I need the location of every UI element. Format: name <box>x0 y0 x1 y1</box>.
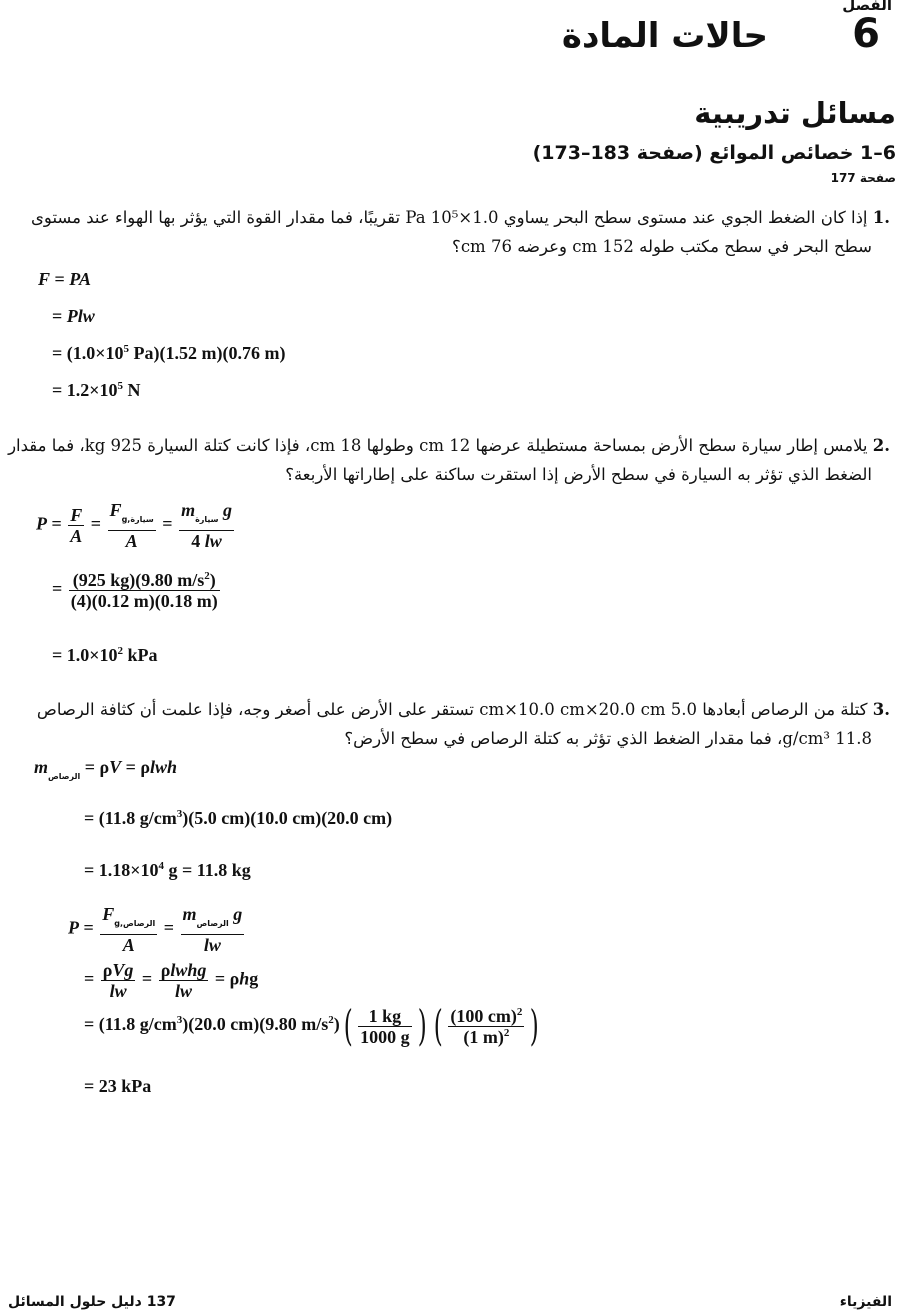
fraction: $\frac{(100 cm)^2}{(1 m)^2}$ <box>450 1005 523 1047</box>
equation: = $\frac{(925 kg)(9.80 m/s^2)}{(4)(0.12 m)(0.18 m)}$ <box>52 570 218 611</box>
problem-text-line2: سطح البحر في سطح مكتب طوله 152 cm وعرضه 76 cm؟ <box>452 237 872 256</box>
problem-1 <box>0 203 890 261</box>
fraction: $\frac{(925 kg)(9.80 m/s^2)}{(4)(0.12 m)(0.18 m)}$ <box>70 570 218 611</box>
equation: = $1.0\times 10^2$ kPa <box>52 645 158 665</box>
equation: = 23 kPa <box>84 1076 152 1096</box>
chapter-title: حالات المادة <box>561 16 768 56</box>
page-reference: صفحة 177 <box>830 171 896 185</box>
section-title: مسائل تدريبية <box>694 96 896 130</box>
problem-3 <box>0 695 890 753</box>
problem-number: .2 <box>872 436 890 455</box>
chapter-number: 6 <box>852 11 880 57</box>
problem-text-line1: كتلة من الرصاص أبعادها 5.0 cm×10.0 cm×20.0 cm تستقر على الأرض على أصغر وجه، فإذا علمت أن كثافة الرصاص <box>36 700 868 719</box>
problem-text-line1: يلامس إطار سيارة سطح الأرض بمساحة مستطيلة عرضها 12 cm وطولها 18 cm، فإذا كانت كتلة السيارة 925 kg، فما مقدار <box>8 436 868 455</box>
problem-text-line2: الضغط الذي تؤثر به السيارة في سطح الأرض إذا استقرت ساكنة على إطاراتها الأربعة؟ <box>285 465 872 484</box>
problem-text-line2: 11.8 g/cm³، فما مقدار الضغط الذي تؤثر به كتلة الرصاص في سطح الأرض؟ <box>344 729 872 748</box>
problem-number: .3 <box>872 700 890 719</box>
problem-text-line1: إذا كان الضغط الجوي عند مستوى سطح البحر يساوي 1.0×10⁵ Pa تقريبًا، فما مقدار القوة التي يؤثر بها الهواء عند مستوى <box>31 208 868 227</box>
subsection-title: 6–1 خصائص الموائع (صفحة 183–173) <box>532 142 896 164</box>
equation: P = $\frac{F}{A}$ = $\frac{F_{g,سيارة}}{A}$ = $\frac{m_{سيارة} g}{4 lw}$ <box>36 500 233 551</box>
equation: = (11.8 $g/cm^3)(20.0$ cm)(9.80 $m/s^2$)( $\frac{1 kg}{1000 g}$ ) ( $\frac{(100 cm)^2}{(1 m)^2}$ ) <box>84 1001 540 1050</box>
equation: = $1.18\times 10^4$ g = 11.8 kg <box>84 860 251 880</box>
fraction: $\frac{F_{g,سيارة}}{A}$ <box>109 500 154 551</box>
equation: = $1.2\times 10^5$ N <box>52 380 141 400</box>
problem-2 <box>0 431 890 489</box>
chapter-label: الفصل <box>842 0 892 14</box>
problem-number: .1 <box>872 208 890 227</box>
fraction: $\frac{F_{g,الرصاص}}{A}$ <box>102 904 156 955</box>
equation: = ($1.0\times 10^5$ Pa)(1.52 m)(0.76 m) <box>52 343 286 363</box>
equation: P = $\frac{F_{g,الرصاص}}{A}$ = $\frac{m_{الرصاص} g}{lw}$ <box>68 904 243 955</box>
equation: = (11.8 $g/cm^3)(5.0$ cm)(10.0 cm)(20.0 cm) <box>84 808 393 828</box>
equation: F = PA <box>38 269 91 289</box>
footer-subject: الفيزياء <box>839 1294 892 1310</box>
equation: = Plw <box>52 306 95 326</box>
fraction: $\frac{\text{ρlwhg}}{lw}$ <box>160 960 207 1001</box>
footer-page-label: 137 دليل حلول المسائل <box>8 1294 176 1310</box>
fraction: $\frac{m_{سيارة} g}{4 lw}$ <box>181 500 233 551</box>
fraction: $\frac{\text{ρVg}}{lw}$ <box>102 960 134 1001</box>
fraction: $\frac{m_{الرصاص} g}{lw}$ <box>182 904 243 955</box>
equation: = $\frac{\text{ρVg}}{lw}$ = $\frac{\text{ρlwhg}}{lw}$ = ρhg <box>84 960 259 1001</box>
fraction: $\frac{F}{A}$ <box>70 505 83 546</box>
fraction: $\frac{1 kg}{1000 g}$ <box>360 1005 410 1047</box>
equation: $m_{الرصاص} = \rho V = \rho lwh$ <box>34 757 178 781</box>
